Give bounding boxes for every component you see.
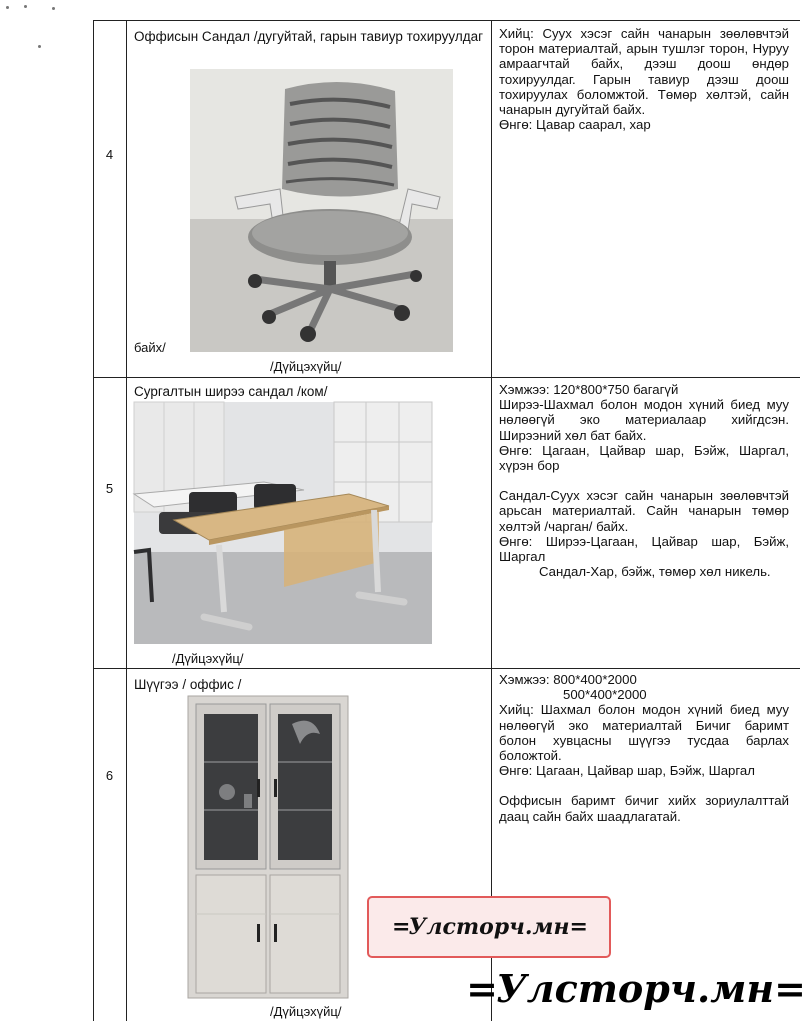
watermark-stamp <box>367 896 611 958</box>
scan-speck <box>52 7 55 10</box>
row-number: 4 <box>105 147 114 162</box>
row-divider <box>93 377 800 378</box>
paragraph-gap <box>499 778 789 793</box>
item-description <box>499 382 789 579</box>
dash-glyph: = <box>466 965 496 1011</box>
column-divider <box>491 20 492 1021</box>
dash-glyph: = <box>774 965 804 1011</box>
office-chair-icon <box>190 69 453 352</box>
description-line: Өнгө: Цавар саарал, хар <box>499 117 651 133</box>
scan-speck <box>24 5 27 8</box>
scan-speck <box>6 6 9 9</box>
item-description <box>499 672 789 824</box>
office-cabinet-image <box>182 694 354 1000</box>
description-line: Өнгө: Цагаан, Цайвар шар, Бэйж, Шаргал, хүрэн бор <box>499 442 789 474</box>
item-title: Шүүгээ / оффис / <box>134 677 242 692</box>
description-line: Хийц: Шахмал болон модон хүний биед муу нөлөөгүй эко материалтай Бичиг баримт болон хувцасны шүүгээ тусдаа барлах боложтой. <box>499 702 789 764</box>
row-number: 5 <box>105 481 114 496</box>
watermark-text: Улсторч.мн <box>408 914 570 940</box>
description-line: 500*400*2000 <box>563 687 647 703</box>
paragraph-gap <box>499 473 789 488</box>
item-title: Сургалтын ширээ сандал /ком/ <box>134 384 328 399</box>
dash-glyph: = <box>392 914 409 940</box>
desk-chair-icon <box>134 402 432 644</box>
watermark-logo <box>466 958 804 1018</box>
description-line: Оффисын баримт бичиг хийх зориулалттай даац сайн байх шаадлагатай. <box>499 793 789 824</box>
description-line: Сандал-Хар, бэйж, төмөр хөл никель. <box>539 564 771 580</box>
photo-caption: /Дүйцэхүйц/ <box>270 1004 342 1019</box>
description-line: Ширээ-Шахмал болон модон хүний биед муу нөлөөгүй эко материалаар хийгдсэн. Ширээний хөл бат байх. <box>499 397 789 443</box>
row-number: 6 <box>105 768 114 783</box>
item-title: Оффисын Сандал /дугуйтай, гарын тавиур тохируулдаг <box>134 29 484 44</box>
photo-caption-extra: байх/ <box>134 340 166 355</box>
photo-caption: /Дүйцэхүйц/ <box>172 651 244 666</box>
description-line: Өнгө: Цагаан, Цайвар шар, Бэйж, Шаргал <box>499 763 755 779</box>
dash-glyph: = <box>569 914 586 940</box>
description-line: Хэмжээ: 120*800*750 багагүй <box>499 382 679 397</box>
description-line: Өнгө: Ширээ-Цагаан, Цайвар шар, Бэйж, Шаргал <box>499 533 789 565</box>
column-divider <box>126 20 127 1021</box>
description-line: Хийц: Суух хэсэг сайн чанарын зөөлөвчтэй торон материалтай, арын тушлэг торон, Нуруу амраагчтай байх, дээш доош өндөр тохируулдаг. Гарын тавиур дээш доош тохируулах боломжтой. Төмөр хөлтэй, сайн чанарын дугуйтай байх. <box>499 26 789 118</box>
training-desk-image <box>134 402 432 644</box>
table-border-top <box>93 20 800 21</box>
description-line: Хэмжээ: 800*400*2000 <box>499 672 637 687</box>
photo-caption: /Дүйцэхүйц/ <box>270 359 342 374</box>
row-divider <box>93 668 800 669</box>
scan-speck <box>38 45 41 48</box>
item-description <box>499 26 789 132</box>
description-line: Сандал-Суух хэсэг сайн чанарын зөөлөвчтэй арьсан материалтай. Сайн чанарын төмөр хөлтэй /чарган/ байх. <box>499 488 789 534</box>
cabinet-icon <box>182 694 354 1000</box>
office-chair-image <box>190 69 453 352</box>
watermark-text: Улсторч.мн <box>495 965 775 1011</box>
table-border-left <box>93 20 94 1021</box>
